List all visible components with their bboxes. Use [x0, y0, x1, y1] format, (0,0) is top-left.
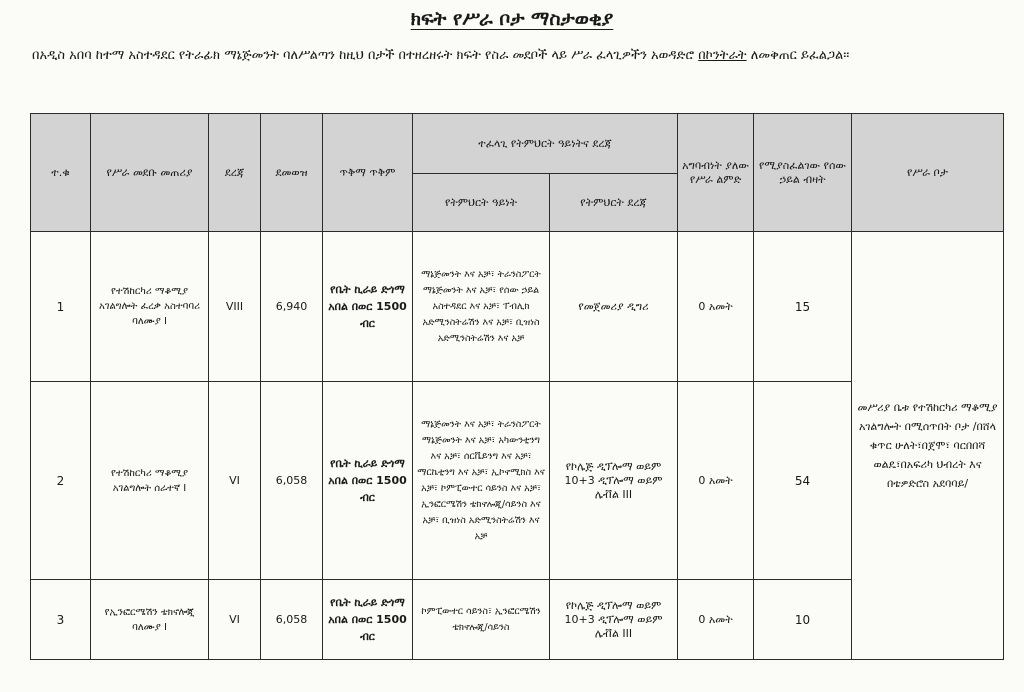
salary-cell: 6,058 [261, 382, 323, 580]
vacancy-table [30, 113, 1004, 660]
edu-type-cell: ማኔጅመንት እና አቻ፣ ትራንስፖርት ማኔጅመንት እና አቻ፣ የሰው ኃይል አስተዳደር እና አቻ፣ ፐብሊክ አድሚንስትሬሽን እና አቻ፣ ቢዝነስ አድሚንስትሬሽን እና አቻ [413, 232, 550, 382]
benefit-cell: የቤት ኪራይ ድጎማ አበል በወር 1500 ብር [323, 232, 413, 382]
experience-cell: 0 አመት [678, 580, 754, 660]
count-cell: 54 [754, 382, 852, 580]
benefit-cell: የቤት ኪራይ ድጎማ አበል በወር 1500 ብር [323, 580, 413, 660]
salary-cell: 6,940 [261, 232, 323, 382]
job-title-cell: የኢንፎርሜሽን ቴክኖሎጂ ባለሙያ I [91, 580, 209, 660]
header-salary: ደመወዝ [261, 114, 323, 232]
intro-underlined-word: በኮንትራት [698, 48, 747, 63]
count-cell: 10 [754, 580, 852, 660]
grade-cell: VIII [209, 232, 261, 382]
row-number: 1 [31, 232, 91, 382]
experience-cell: 0 አመት [678, 232, 754, 382]
edu-type-cell: ኮምፒውተር ሳይንስ፣ ኢንፎርሜሽን ቴክኖሎጂ/ሳይንስ [413, 580, 550, 660]
header-edu-level: የትምህርት ደረጃ [550, 174, 678, 232]
header-benefit: ጥቅማ ጥቅም [323, 114, 413, 232]
intro-rest: ለመቅጠር ይፈልጋል፡፡ [750, 48, 850, 63]
header-experience: አግባብነት ያለው የሥራ ልምድ [678, 114, 754, 232]
work-place-cell: መሥሪያ ቤቱ የተሽከርካሪ ማቆሚያ አገልግሎት በሚሰጥበት ቦታ /በሸላ ቁጥር ሁለት፣በጀሞ፣ ባርበበሻ ወልዴ፣በአፍሪካ ህብረት እና በቴዎድሮስ አደባባይ/ [852, 232, 1004, 660]
edu-level-cell: የኮሌጅ ዲፕሎማ ወይም 10+3 ዲፕሎማ ወይም ሌቭል III [550, 580, 678, 660]
header-place: የሥራ ቦታ [852, 114, 1004, 232]
row-number: 3 [31, 580, 91, 660]
page-title: ክፍት የሥራ ቦታ ማስታወቂያ [410, 8, 614, 30]
table-row [31, 232, 1004, 382]
intro-line: በአዲስ አበባ ከተማ አስተዳደር የትራፊክ ማኔጅመንት ባለሥልጣን ከዚህ በታች በተዘረዘሩት ክፍት የስራ መደቦች ላይ ሥራ ፈላጊዎችን አወዳድሮ [32, 48, 695, 63]
salary-cell: 6,058 [261, 580, 323, 660]
job-title-cell: የተሽከርካሪ ማቆሚያ አገልግሎት ፈረቃ አስተባባሪ ባለሙያ I [91, 232, 209, 382]
grade-cell: VI [209, 580, 261, 660]
header-job-title: የሥራ መደቡ መጠሪያ [91, 114, 209, 232]
grade-cell: VI [209, 382, 261, 580]
job-title-cell: የተሽከርካሪ ማቆሚያ አገልግሎት ሰራተኛ I [91, 382, 209, 580]
intro-paragraph [32, 44, 992, 68]
header-count: የሚያስፈልገው የሰው ኃይል ብዛት [754, 114, 852, 232]
header-grade: ደረጃ [209, 114, 261, 232]
experience-cell: 0 አመት [678, 382, 754, 580]
edu-level-cell: የኮሌጅ ዲፕሎማ ወይም 10+3 ዲፕሎማ ወይም ሌቭል III [550, 382, 678, 580]
header-education-group: ተፈላጊ የትምህርት ዓይነትና ደረጃ [413, 114, 678, 174]
benefit-cell: የቤት ኪራይ ድጎማ አበል በወር 1500 ብር [323, 382, 413, 580]
header-no: ተ.ቁ [31, 114, 91, 232]
edu-type-cell: ማኔጅመንት እና አቻ፣ ትራንስፖርት ማኔጅመንት እና አቻ፣ አካውንቲንግ እና አቻ፣ ሰርቬይንግ እና አቻ፣ ማርኬቲንግ እና አቻ፣ ኢኮኖሚክስ እና አቻ፣ ኮምፒውተር ሳይንስ እና አቻ፣ ኢንፎርሜሽን ቴክኖሎጂ/ሳይንስ እና አቻ፣ ቢዝነስ አድሚንስትሬሽን እና አቻ [413, 382, 550, 580]
count-cell: 15 [754, 232, 852, 382]
edu-level-cell: የመጀመሪያ ዲግሪ [550, 232, 678, 382]
header-edu-type: የትምህርት ዓይነት [413, 174, 550, 232]
row-number: 2 [31, 382, 91, 580]
